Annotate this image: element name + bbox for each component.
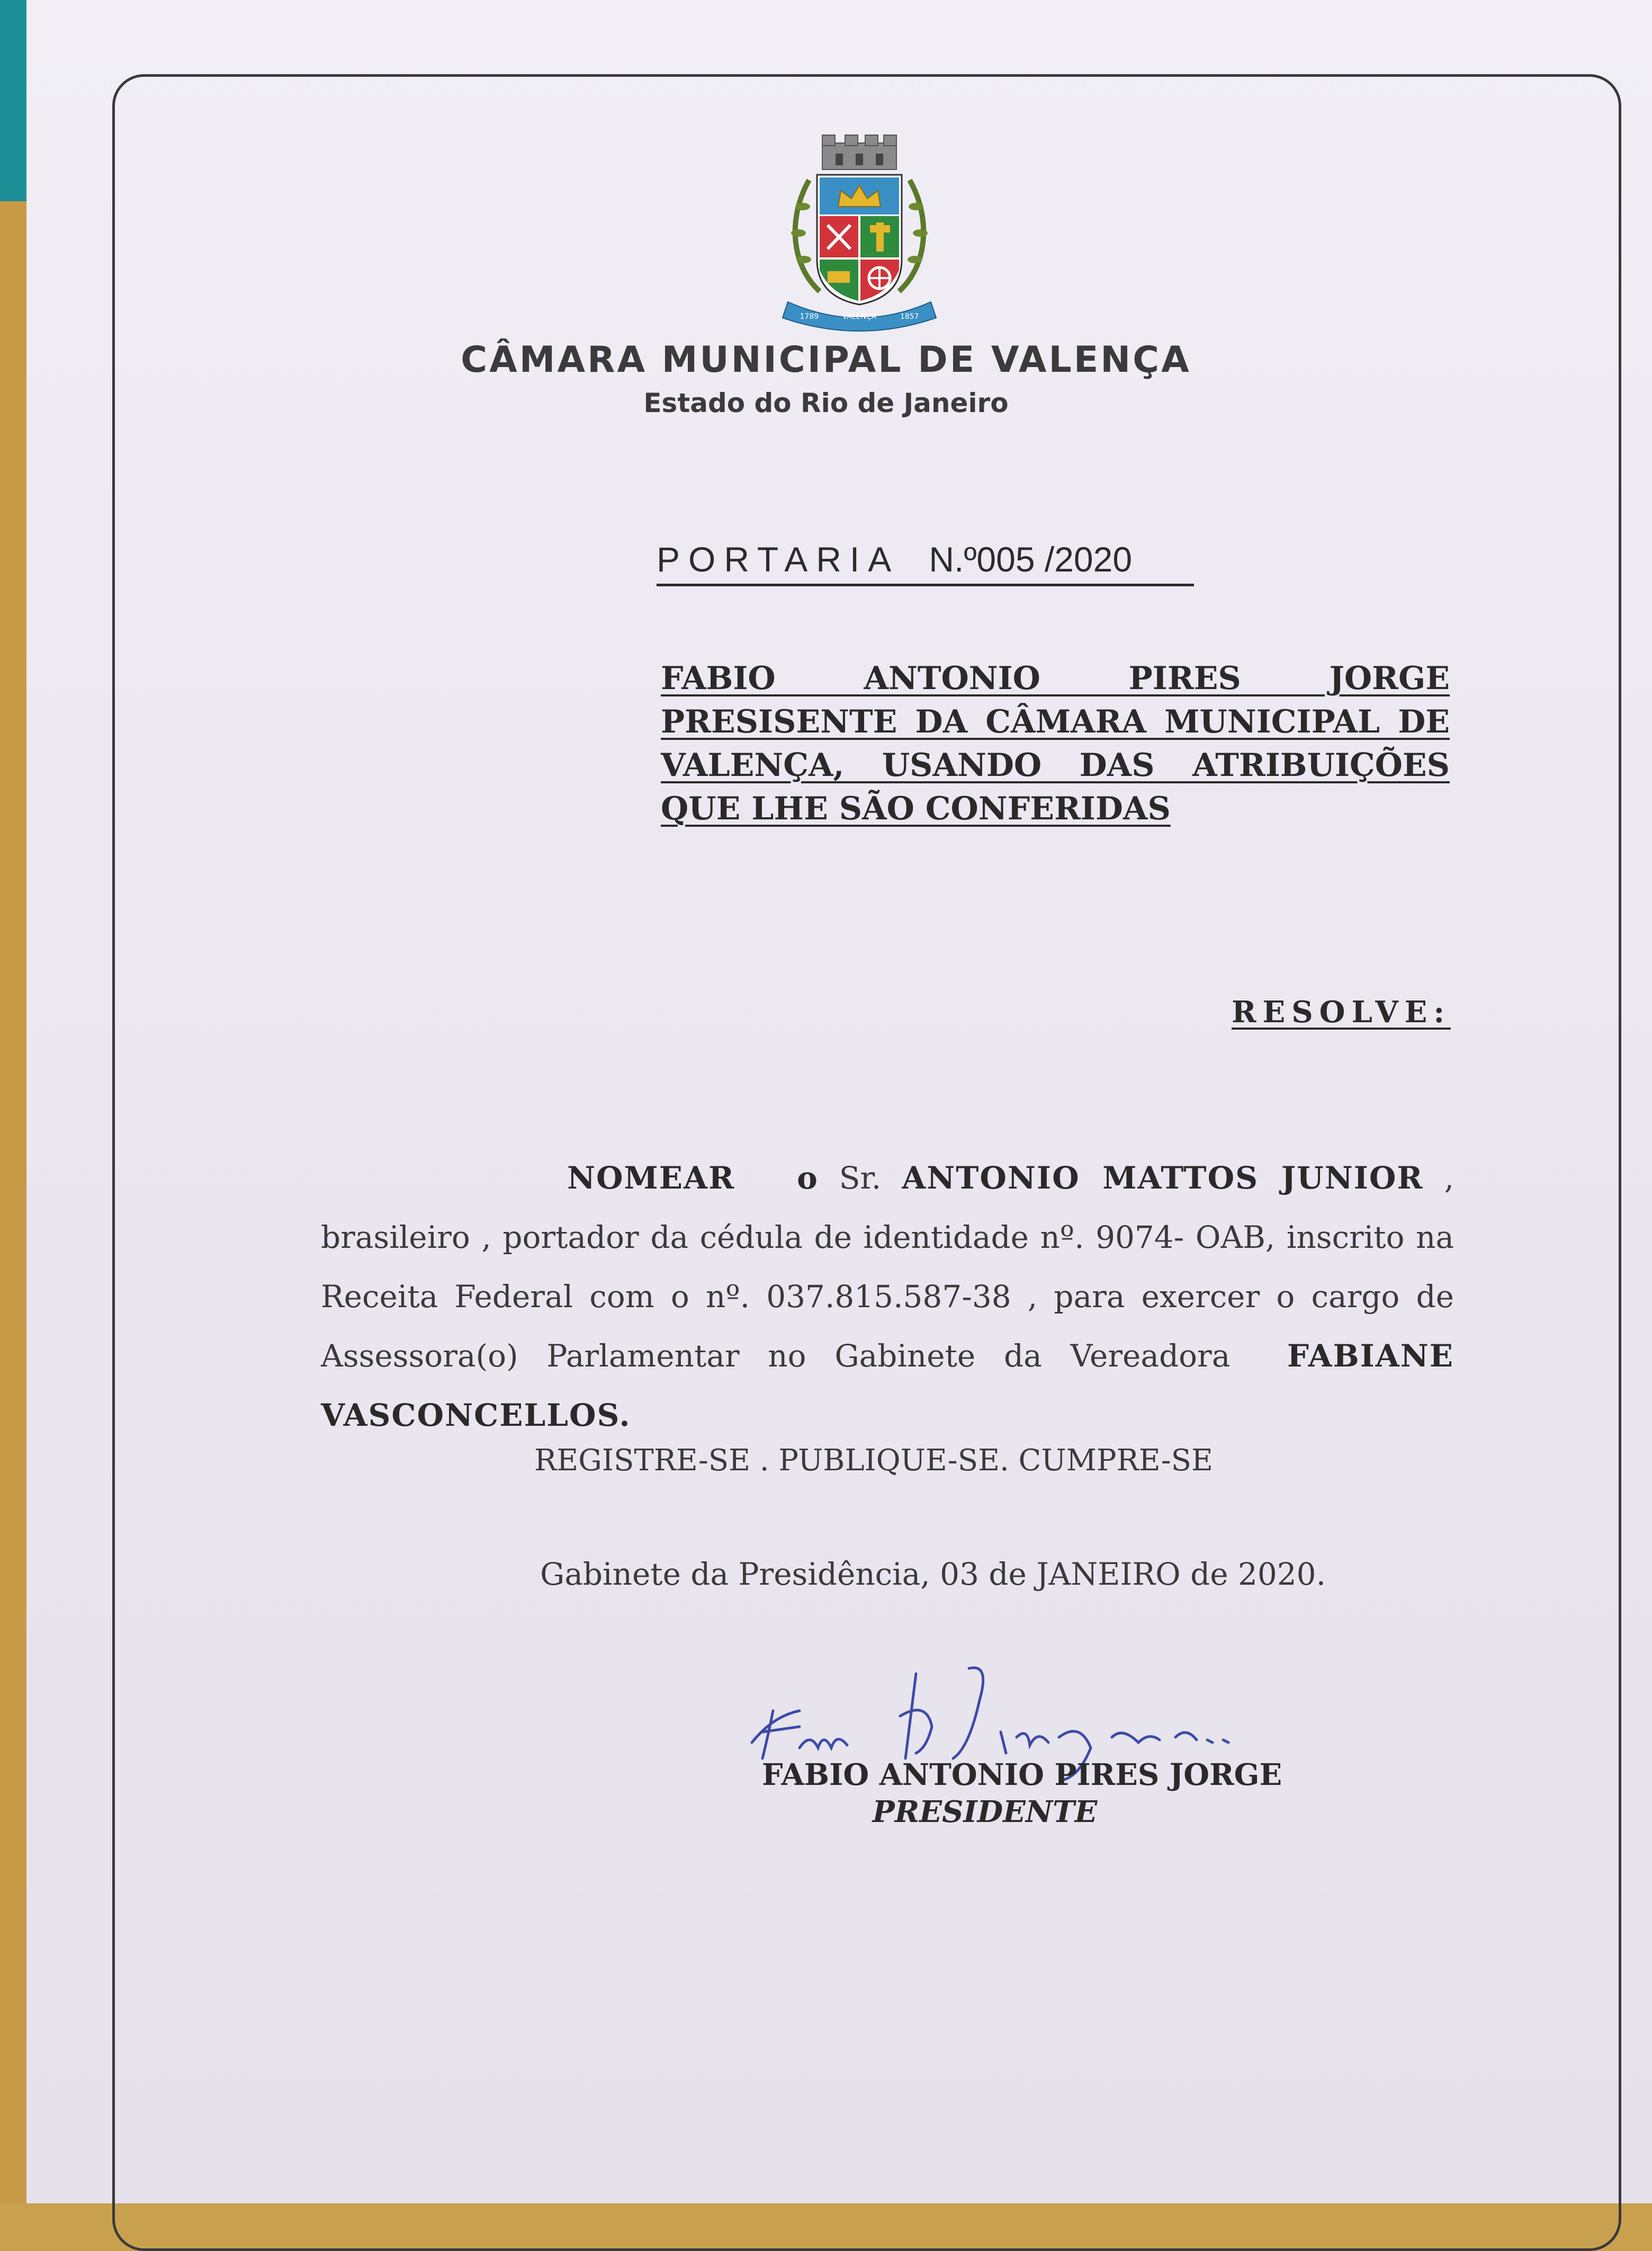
date-line: Gabinete da Presidência, 03 de JANEIRO de 2020.: [540, 1556, 1326, 1592]
appointee-title: Sr.: [839, 1160, 882, 1196]
desk-background: [0, 201, 28, 2203]
municipal-crest-icon: [777, 132, 941, 334]
appointment-paragraph: [321, 1148, 1454, 1445]
organization-title: CÂMARA MUNICIPAL DE VALENÇA: [461, 339, 1191, 381]
crest-ribbon-label: [777, 312, 941, 321]
folder-tab-teal: [0, 0, 28, 201]
appointment-article: o: [797, 1160, 819, 1196]
signer-role: PRESIDENTE: [872, 1794, 1098, 1829]
crest-year-right: 1857: [900, 312, 919, 321]
resolve-heading: RESOLVE:: [1232, 995, 1451, 1030]
preamble-text: FABIO ANTONIO PIRES JORGE PRESISENTE DA CÂMARA MUNICIPAL DE VALENÇA, USANDO DAS ATRIBUIÇÕES QUE LHE SÃO CONFERIDAS: [661, 660, 1450, 827]
signer-name: FABIO ANTONIO PIRES JORGE: [761, 1757, 1282, 1792]
portaria-number: N.º005 /2020: [929, 540, 1133, 579]
appointment-verb: NOMEAR: [567, 1160, 735, 1196]
appointment-details: , brasileiro , portador da cédula de identidade nº. 9074- OAB, inscrito na Receita Federal com o nº. 037.815.587-38 , para exercer o cargo de Assessora(o) Parlamentar no Gabinete da Vereadora: [321, 1160, 1455, 1374]
crest-year-left: 1789: [800, 312, 819, 321]
appointee-name: ANTONIO MATTOS JUNIOR: [902, 1160, 1424, 1196]
organization-subtitle: Estado do Rio de Janeiro: [643, 388, 1009, 418]
councillor-name: FABIANE VASCONCELLOS.: [321, 1338, 1454, 1433]
crest-ribbon-text: VALENÇA: [842, 312, 877, 321]
closing-formula: REGISTRE-SE . PUBLIQUE-SE. CUMPRE-SE: [534, 1443, 1213, 1478]
portaria-heading: [657, 539, 1194, 586]
portaria-word: PORTARIA: [657, 540, 900, 579]
